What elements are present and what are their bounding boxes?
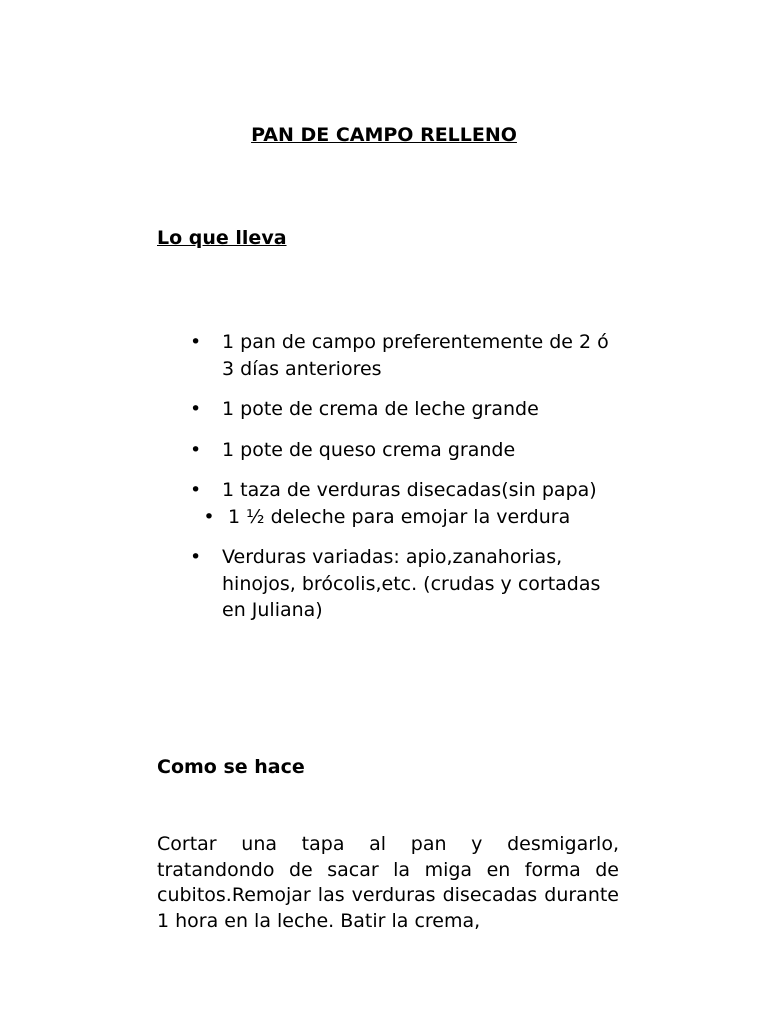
bullet-icon: • [190, 479, 202, 501]
bullet-icon: • [190, 398, 202, 420]
list-item [190, 396, 620, 423]
bullet-icon: • [203, 505, 215, 528]
ingredient-text: 1 pote de queso crema grande [222, 438, 516, 461]
method-heading: Como se hace [157, 756, 305, 778]
ingredient-text: 1 pan de campo preferentemente de 2 ó 3 días anteriores [222, 331, 609, 380]
bullet-icon: • [190, 546, 202, 568]
list-item [190, 544, 620, 624]
ingredient-text: Verduras variadas: apio,zanahorias, hinojos, brócolis,etc. (crudas y cortadas en Juliana) [222, 546, 601, 621]
list-item [190, 477, 620, 530]
ingredient-text: 1 taza de verduras disecadas(sin papa) [222, 479, 597, 501]
ingredients-list [190, 329, 620, 638]
bullet-icon: • [190, 438, 202, 461]
ingredient-text: 1 ½ deleche para emojar la verdura [228, 505, 571, 528]
list-item [190, 437, 620, 464]
list-item [190, 329, 620, 382]
ingredient-text: 1 pote de crema de leche grande [222, 398, 539, 420]
recipe-title: PAN DE CAMPO RELLENO [251, 124, 517, 146]
bullet-icon: • [190, 331, 202, 353]
ingredients-heading: Lo que lleva [157, 227, 287, 249]
method-paragraph: Cortar una tapa al pan y desmigarlo, tratandondo de sacar la miga en forma de cubitos.Remojar las verduras disecadas durante 1 hora en la leche. Batir la crema, [157, 833, 619, 932]
